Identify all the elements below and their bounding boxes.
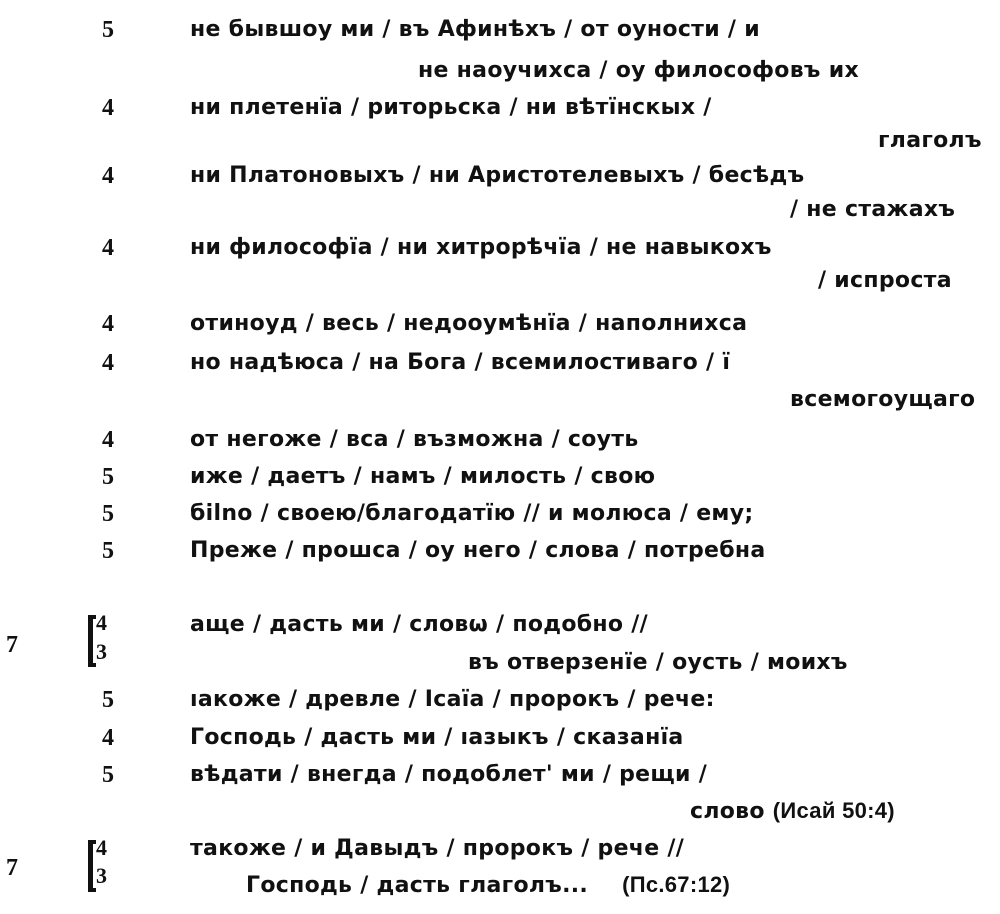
verse-line: Господь / дасть ми / ıазыкъ / сказанїа — [190, 725, 684, 750]
bracket-count-top: 4 — [96, 835, 107, 860]
verse-line: ıакоже / древле / Ісаїа / пророкъ / рече: — [190, 687, 715, 712]
syllable-count: 4 — [102, 427, 114, 453]
verse-line-continuation: глаголъ — [878, 128, 982, 153]
syllable-count: 5 — [102, 687, 114, 713]
verse-line: ни Платоновыхъ / ни Аристотелевыхъ / бесѣдъ — [190, 163, 805, 188]
verse-line-citation — [690, 798, 895, 825]
verse-line-continuation: въ отверзенїе / оусть / моихъ — [468, 650, 848, 675]
verse-line: иже / даетъ / намъ / милость / свою — [190, 464, 656, 489]
total-syllable-count: 7 — [6, 632, 18, 658]
bracket-count-bottom: 3 — [96, 639, 107, 664]
bracket-count-bottom: 3 — [96, 863, 107, 888]
bracket-icon — [88, 840, 96, 892]
verse-line-continuation: / испроста — [818, 268, 952, 293]
verse-line: от негоже / вса / възможна / соуть — [190, 427, 639, 452]
verse-line: бilno / своею/благодатїю // и молюса / ему; — [190, 501, 754, 526]
citation-text: слово — [690, 799, 773, 824]
verse-line: но надѣюса / на Бога / всемилостиваго / ї — [190, 350, 731, 375]
syllable-count: 4 — [102, 163, 114, 189]
syllable-count: 4 — [102, 235, 114, 261]
syllable-count: 4 — [102, 350, 114, 376]
verse-line-continuation: всемогоущаго — [790, 387, 976, 412]
syllable-count: 4 — [102, 725, 114, 751]
verse-line: такоже / и Давыдъ / пророкъ / рече // — [190, 836, 685, 861]
verse-line: ни плетенїа / риторьска / ни вѣтїнскых / — [190, 95, 712, 120]
syllable-count: 5 — [102, 538, 114, 564]
verse-line: Преже / прошса / оу него / слова / потребна — [190, 538, 766, 563]
syllable-count: 5 — [102, 17, 114, 43]
verse-line: ни философїа / ни хитрорѣчїа / не навыкохъ — [190, 235, 772, 260]
scripture-reference: (Пс.67:12) — [622, 872, 731, 897]
verse-text: Господь / дасть глаголъ... — [246, 873, 589, 898]
syllable-count: 5 — [102, 464, 114, 490]
verse-line-continuation: / не стажахъ — [790, 197, 956, 222]
verse-line-continuation: не наоучихса / оу философовъ их — [418, 58, 859, 83]
verse-line: не бывшоу ми / въ Афинѣхъ / от оуности / и — [190, 17, 760, 42]
verse-line: отиноуд / весь / недооумѣнїа / наполнихса — [190, 311, 748, 336]
verse-line-continuation — [246, 872, 730, 899]
verse-line: аще / дасть ми / словω / подобно // — [190, 612, 648, 637]
total-syllable-count: 7 — [6, 855, 18, 881]
syllable-count: 5 — [102, 762, 114, 788]
bracket-count-top: 4 — [96, 610, 107, 635]
verse-line: вѣдати / внегда / подоблет' ми / рещи / — [190, 762, 708, 787]
syllable-count: 4 — [102, 311, 114, 337]
bracket-icon — [88, 615, 96, 667]
syllable-count: 4 — [102, 95, 114, 121]
syllable-count: 5 — [102, 501, 114, 527]
scripture-reference: (Исай 50:4) — [772, 798, 895, 823]
